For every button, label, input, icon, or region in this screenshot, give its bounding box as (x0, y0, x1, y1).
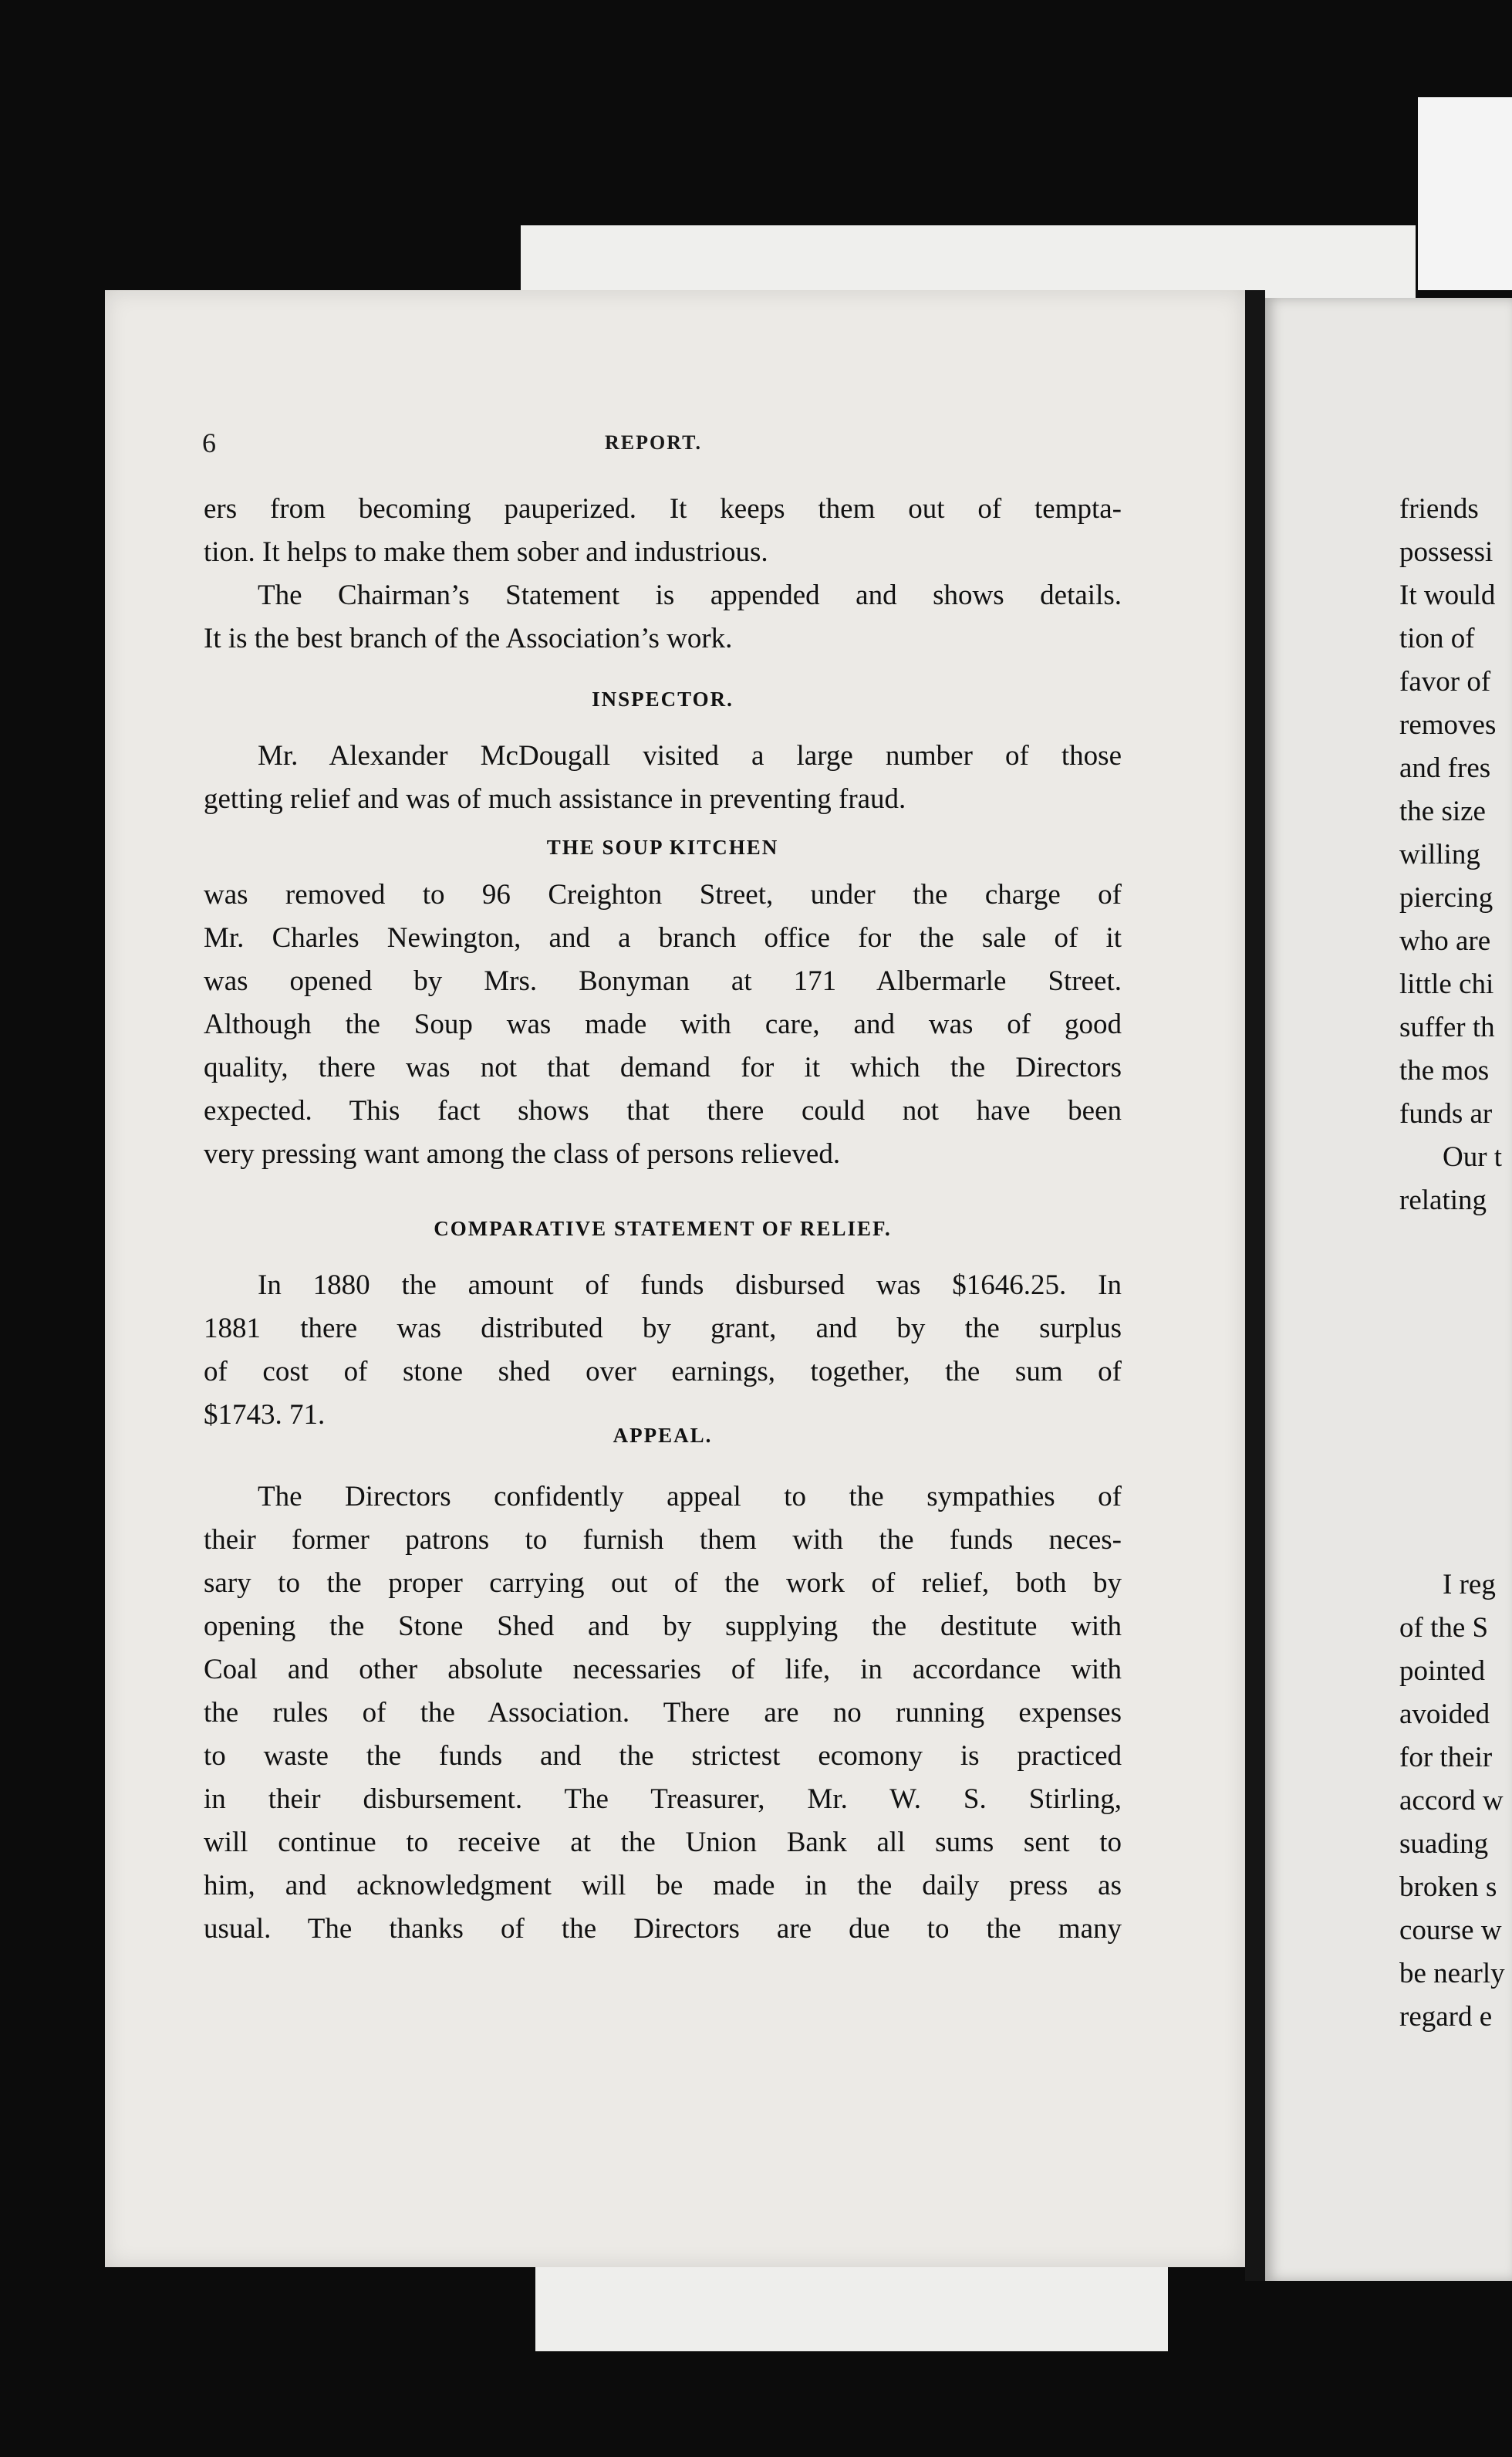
text-line: getting relief and was of much assistance in preventing fraud. (204, 783, 906, 815)
text-line: their former patrons to furnish them with the funds neces- (204, 1524, 1122, 1556)
fragment-line: willing (1399, 839, 1480, 870)
text-line: In 1880 the amount of funds disbursed was $1646.25. In (258, 1269, 1122, 1301)
text-line: Mr. Charles Newington, and a branch office for the sale of it (204, 922, 1122, 954)
fragment-line: friends (1399, 493, 1479, 525)
paper-edge-bottom (535, 2265, 1168, 2351)
fragment-line: the mos (1399, 1055, 1490, 1087)
fragment-line: tion of (1399, 623, 1475, 654)
section-heading-appeal: APPEAL. (613, 1424, 713, 1447)
fragment-line: piercing (1399, 882, 1493, 914)
text-line: of cost of stone shed over earnings, together, the sum of (204, 1356, 1122, 1387)
section-heading-comparative: COMPARATIVE STATEMENT OF RELIEF. (434, 1217, 892, 1240)
fragment-line: removes (1399, 709, 1497, 741)
right-page-fragments-bottom (1399, 1563, 1512, 2039)
paper-edge-top-right (1418, 97, 1512, 290)
text-line: sary to the proper carrying out of the work of relief, both by (204, 1567, 1122, 1599)
text-line: will continue to receive at the Union Bank all sums sent to (204, 1827, 1122, 1858)
page-header (202, 427, 1128, 461)
fragment-line: It would (1399, 580, 1496, 611)
text-line: quality, there was not that demand for it which the Directors (204, 1052, 1122, 1083)
text-line: expected. This fact shows that there could not have been (204, 1095, 1122, 1127)
fragment-line: I reg (1443, 1569, 1496, 1600)
fragment-line: the size (1399, 796, 1486, 827)
fragment-line: avoided (1399, 1698, 1490, 1730)
text-line: usual. The thanks of the Directors are due to the many (204, 1913, 1122, 1945)
fragment-line: suffer th (1399, 1012, 1495, 1043)
left-page-body (204, 488, 1122, 1951)
fragment-line: pointed (1399, 1655, 1485, 1687)
fragment-line: relating (1399, 1185, 1487, 1216)
fragment-line: suading (1399, 1828, 1489, 1860)
text-line: to waste the funds and the strictest ecomony is practiced (204, 1740, 1122, 1772)
fragment-line: and fres (1399, 752, 1491, 784)
fragment-line: Our t (1443, 1141, 1503, 1173)
section-heading-inspector: INSPECTOR. (592, 688, 734, 711)
fragment-line: broken s (1399, 1871, 1497, 1903)
text-line: was removed to 96 Creighton Street, under the charge of (204, 879, 1122, 911)
fragment-line: of the S (1399, 1612, 1489, 1644)
fragment-line: funds ar (1399, 1098, 1493, 1130)
text-line: Coal and other absolute necessaries of life, in accordance with (204, 1654, 1122, 1685)
text-line: was opened by Mrs. Bonyman at 171 Albermarle Street. (204, 965, 1122, 997)
running-head: REPORT. (605, 431, 702, 454)
text-line: The Directors confidently appeal to the sympathies of (258, 1481, 1122, 1512)
page-number: 6 (202, 428, 216, 458)
fragment-line: possessi (1399, 536, 1493, 568)
section-heading-soup-kitchen: THE SOUP KITCHEN (546, 836, 779, 859)
text-line: ers from becoming pauperized. It keeps them out of tempta- (204, 493, 1122, 525)
text-line: the rules of the Association. There are no running expenses (204, 1697, 1122, 1729)
text-line: him, and acknowledgment will be made in the daily press as (204, 1870, 1122, 1901)
fragment-line: accord w (1399, 1785, 1504, 1817)
right-page-fragments-top (1399, 488, 1512, 1222)
text-line: tion. It helps to make them sober and industrious. (204, 536, 768, 568)
text-line: very pressing want among the class of persons relieved. (204, 1138, 841, 1170)
text-line: It is the best branch of the Association’s work. (204, 623, 733, 654)
text-line: $1743. 71. (204, 1399, 326, 1431)
fragment-line: favor of (1399, 666, 1491, 698)
book-gutter (1245, 290, 1265, 2281)
text-line: Although the Soup was made with care, and was of good (204, 1009, 1122, 1040)
fragment-line: regard e (1399, 2001, 1493, 2033)
text-line: in their disbursement. The Treasurer, Mr. W. S. Stirling, (204, 1783, 1122, 1815)
text-line: Mr. Alexander McDougall visited a large number of those (258, 740, 1122, 772)
fragment-line: be nearly (1399, 1958, 1505, 1989)
fragment-line: course w (1399, 1915, 1502, 1946)
fragment-line: little chi (1399, 968, 1494, 1000)
fragment-line: for their (1399, 1742, 1493, 1773)
text-line: 1881 there was distributed by grant, and by the surplus (204, 1313, 1122, 1344)
fragment-line: who are (1399, 925, 1491, 957)
text-line: The Chairman’s Statement is appended and shows details. (258, 580, 1122, 611)
text-line: opening the Stone Shed and by supplying the destitute with (204, 1610, 1122, 1642)
